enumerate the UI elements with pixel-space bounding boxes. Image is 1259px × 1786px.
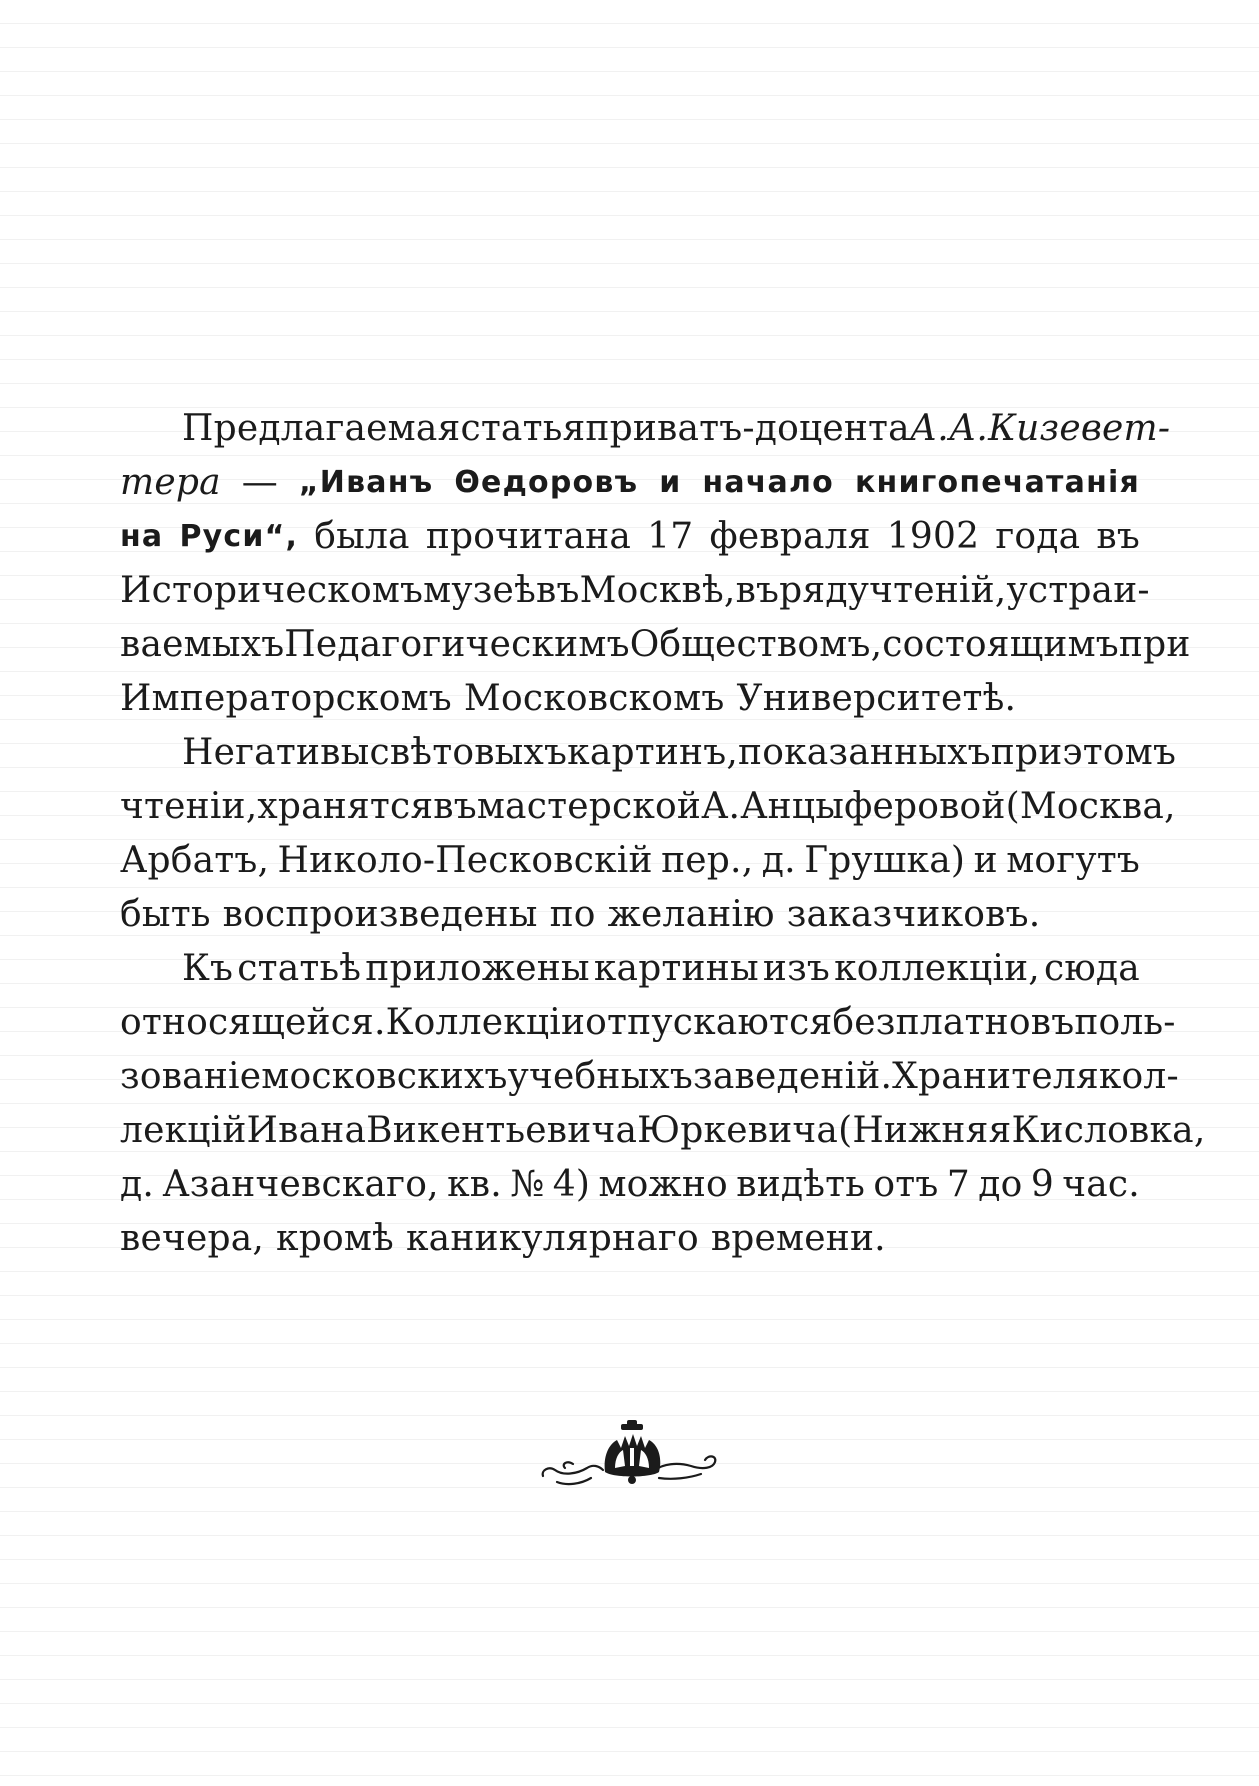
word: ряду	[779, 570, 870, 611]
text-line	[120, 1104, 1206, 1158]
text-line	[120, 1212, 1140, 1266]
word: состоящимъ	[882, 624, 1119, 665]
word: поль-	[1074, 1002, 1176, 1043]
word: Университетѣ.	[736, 678, 1017, 719]
word: и	[973, 840, 998, 881]
word: лекцій	[120, 1110, 247, 1151]
word: Юркевича	[637, 1110, 839, 1151]
word: времени.	[710, 1218, 886, 1259]
word: до	[978, 1164, 1023, 1205]
word: при	[1118, 624, 1191, 665]
word: Азанчевскаго,	[162, 1164, 439, 1205]
word: изъ	[762, 948, 831, 989]
text-line	[120, 402, 1171, 456]
author-initial: А.	[909, 408, 949, 449]
word: 7	[946, 1164, 970, 1205]
word: картины	[593, 948, 759, 989]
word: Арбатъ,	[120, 840, 270, 881]
article-title-word: начало	[702, 465, 834, 500]
article-title-word: книгопечатанія	[854, 465, 1140, 500]
word: кол-	[1098, 1056, 1179, 1097]
text-line	[120, 780, 1176, 834]
word: №	[510, 1164, 545, 1205]
word: коллекціи,	[834, 948, 1040, 989]
word: пер.,	[661, 840, 754, 881]
word: въ	[535, 570, 580, 611]
word: по	[549, 894, 596, 935]
word: въ	[433, 786, 477, 827]
word: безплатно	[832, 1002, 1031, 1043]
text-line	[120, 618, 1191, 672]
word: въ	[1030, 1002, 1075, 1043]
text-line	[120, 510, 1140, 564]
word: 9	[1030, 1164, 1054, 1205]
word: Предлагаемая	[182, 408, 461, 449]
word: (Нижняя	[838, 1110, 1012, 1151]
word: приложены	[365, 948, 590, 989]
word: Педагогическимъ	[284, 624, 630, 665]
word: сюда	[1044, 948, 1140, 989]
word: статья	[460, 408, 586, 449]
word: въ	[1096, 516, 1140, 557]
word: показанныхъ	[738, 732, 991, 773]
word: въ	[735, 570, 780, 611]
word: вечера,	[120, 1218, 265, 1259]
text-line	[120, 1158, 1140, 1212]
word: устраи-	[1006, 570, 1150, 611]
text-line	[120, 726, 1177, 780]
word: была	[314, 516, 410, 557]
word: чтеній,	[869, 570, 1007, 611]
word: час.	[1062, 1164, 1140, 1205]
word: учебныхъ	[507, 1056, 694, 1097]
word: А.	[701, 786, 741, 827]
word: 17	[647, 516, 694, 557]
word: февраля	[709, 516, 871, 557]
word: д.	[120, 1164, 155, 1205]
text-line	[120, 1050, 1179, 1104]
word: относящейся.	[120, 1002, 386, 1043]
word: (Москва,	[1005, 786, 1176, 827]
text-line	[120, 456, 1140, 510]
word: мастерской	[476, 786, 702, 827]
word: при	[990, 732, 1063, 773]
word: Анцыферовой	[740, 786, 1006, 827]
article-title-word: на	[120, 519, 164, 554]
article-title-word: Θедоровъ	[454, 465, 639, 500]
word: могутъ	[1006, 840, 1140, 881]
word: Обществомъ,	[629, 624, 883, 665]
word: кв.	[447, 1164, 502, 1205]
word: отъ	[873, 1164, 939, 1205]
word: Къ	[182, 948, 234, 989]
word: этомъ	[1062, 732, 1177, 773]
word: Москвѣ,	[579, 570, 736, 611]
crown-tailpiece-ornament-icon	[537, 1418, 721, 1494]
word: свѣтовыхъ	[369, 732, 568, 773]
word: Негативы	[182, 732, 370, 773]
word: музеѣ	[423, 570, 536, 611]
word: картинъ,	[567, 732, 738, 773]
word: Хранителя	[892, 1056, 1099, 1097]
word: —	[241, 462, 278, 503]
word: Коллекціи	[385, 1002, 586, 1043]
word: Ивана	[246, 1110, 367, 1151]
text-line	[120, 672, 1140, 726]
word: московскихъ	[261, 1056, 508, 1097]
preface-text	[120, 402, 1206, 1266]
word: прочитана	[425, 516, 631, 557]
word: 1902	[886, 516, 980, 557]
word: Николо-Песковскій	[277, 840, 653, 881]
word: желанію	[607, 894, 775, 935]
word: Викентьевича	[366, 1110, 638, 1151]
word: каникулярнаго	[405, 1218, 699, 1259]
text-line	[120, 996, 1176, 1050]
word: Кисловка,	[1011, 1110, 1206, 1151]
word: ваемыхъ	[120, 624, 285, 665]
word: Императорскомъ	[120, 678, 452, 719]
word: хранятся	[257, 786, 434, 827]
author-surname: тера	[120, 462, 221, 503]
article-title-word: Руси“,	[179, 519, 299, 554]
word: Грушка)	[804, 840, 966, 881]
word: Историческомъ	[120, 570, 424, 611]
author-initial: А.	[948, 408, 989, 449]
word: заказчиковъ.	[786, 894, 1041, 935]
author-surname: Кизевет-	[988, 408, 1171, 449]
word: года	[995, 516, 1081, 557]
word: 4)	[552, 1164, 591, 1205]
word: чтеніи,	[120, 786, 258, 827]
word: кромѣ	[276, 1218, 394, 1259]
text-line	[120, 564, 1150, 618]
word: Московскомъ	[463, 678, 725, 719]
text-line	[120, 888, 1140, 942]
word: видѣть	[736, 1164, 866, 1205]
article-title-word: „Иванъ	[298, 465, 434, 500]
word: отпускаются	[585, 1002, 833, 1043]
word: зованіе	[120, 1056, 262, 1097]
word: можно	[598, 1164, 728, 1205]
word: быть	[120, 894, 211, 935]
word: приватъ-доцента	[585, 408, 910, 449]
article-title-word: и	[659, 465, 682, 500]
word: статьѣ	[237, 948, 362, 989]
text-line	[120, 942, 1140, 996]
word: д.	[761, 840, 796, 881]
word: заведеній.	[693, 1056, 893, 1097]
word: воспроизведены	[222, 894, 538, 935]
text-line	[120, 834, 1140, 888]
